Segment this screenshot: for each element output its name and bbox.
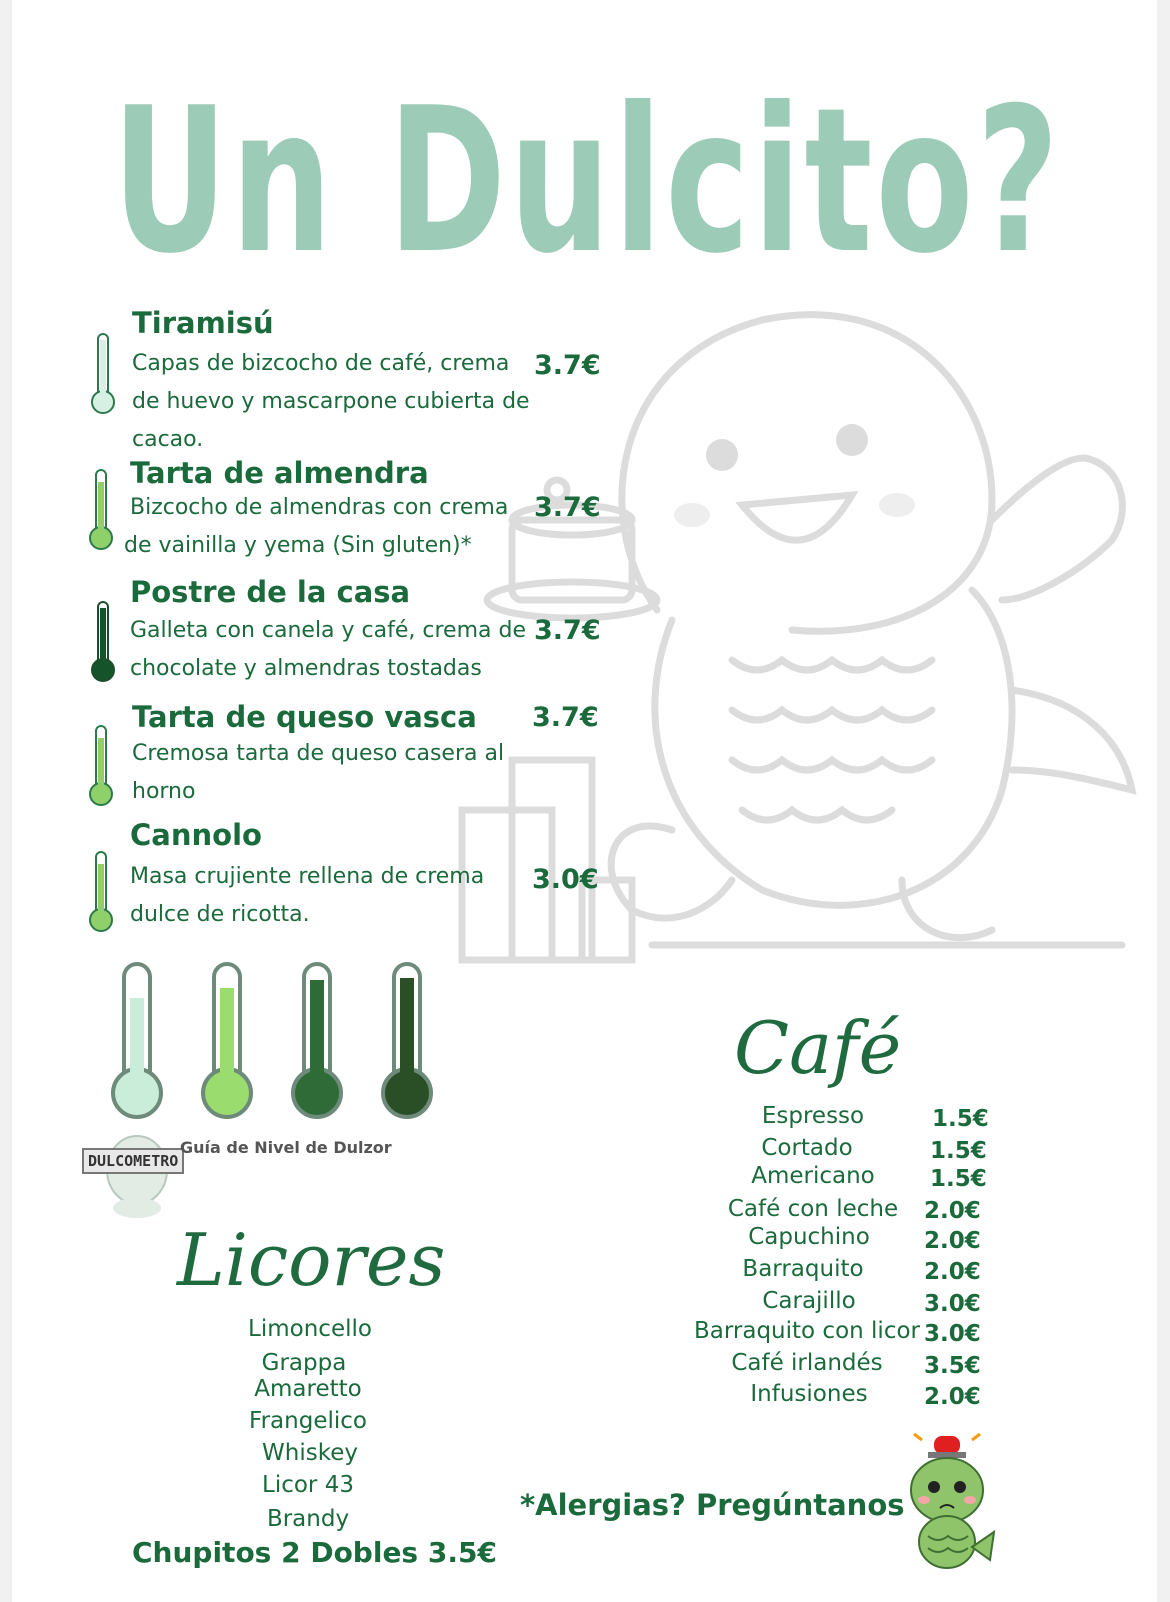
cafe-item-price: 3.0€ [924,1321,981,1347]
licor-item: Limoncello [248,1316,372,1342]
dessert-name: Cannolo [130,818,262,852]
dessert-price: 3.7€ [534,350,601,381]
dessert-price: 3.0€ [532,864,599,895]
cafe-item-name: Espresso [761,1103,865,1129]
guide-label: Guía de Nivel de Dulzor [180,1138,392,1157]
thermometer-icon [86,722,116,812]
cafe-item-price: 3.0€ [924,1291,981,1317]
cafe-item-name: Barraquito con licor [693,1318,920,1344]
cafe-item-name: Barraquito [742,1256,864,1282]
menu-page [12,0,1157,1602]
cafe-item-price: 2.0€ [924,1198,981,1224]
thermometer-icon [88,330,118,420]
dessert-price: 3.7€ [532,702,599,733]
alarm-mascot-icon [898,1432,998,1572]
menu-title-text: Un Dulcito? [112,65,1062,280]
chupitos-line: Chupitos 2 Dobles 3.5€ [132,1536,497,1569]
cafe-item-price: 1.5€ [930,1138,987,1164]
sweetness-guide-graphic [102,958,452,1128]
dessert-price: 3.7€ [534,615,601,646]
dessert-description: Galleta con canela y café, crema de chocolate y almendras tostadas [130,618,526,681]
cafe-item-price: 2.0€ [924,1259,981,1285]
dessert-price: 3.7€ [534,492,601,523]
dessert-name: Postre de la casa [130,575,411,609]
licor-item: Grappa [261,1350,347,1376]
dulcometro-badge: DULCOMETRO [82,1148,184,1174]
cafe-item-name: Americano [751,1163,875,1189]
dessert-name: Tarta de almendra [130,456,429,490]
cafe-title: Café [734,1006,902,1090]
allergy-note: *Alergias? Pregúntanos [520,1488,905,1522]
cafe-item-price: 1.5€ [930,1166,987,1192]
mascot-icon [92,1128,182,1220]
cafe-item-name: Infusiones [750,1381,868,1407]
dessert-description: Cremosa tarta de queso casera al horno [132,741,505,804]
cafe-item-price: 2.0€ [924,1384,981,1410]
licor-item: Frangelico [249,1408,367,1434]
thermometer-icon [86,848,116,938]
cafe-item-price: 2.0€ [924,1228,981,1254]
dessert-description: Masa crujiente rellena de crema dulce de ricotta. [130,864,485,927]
cafe-item-name: Café con leche [727,1196,899,1222]
thermometer-icon [88,598,118,688]
cafe-item-name: Carajillo [762,1288,856,1314]
thermometer-icon [86,466,116,556]
dessert-name: Tarta de queso vasca [132,700,477,734]
cafe-item-name: Café irlandés [731,1350,883,1376]
menu-title [12,50,1157,280]
dessert-description: Capas de bizcocho de café, crema de huevo y mascarpone cubierta de cacao. [132,351,530,452]
licores-title: Licores [177,1218,446,1302]
licor-item: Whiskey [262,1440,358,1466]
cafe-item-name: Cortado [761,1135,853,1161]
dessert-description: Bizcocho de almendras con crema de vainilla y yema (Sin gluten)* [124,495,509,558]
licor-item: Licor 43 [262,1472,354,1498]
dessert-name: Tiramisú [132,306,274,340]
licor-item: Amaretto [254,1376,362,1402]
cafe-item-price: 1.5€ [932,1106,989,1132]
cafe-item-price: 3.5€ [924,1353,981,1379]
cafe-item-name: Capuchino [748,1224,870,1250]
licor-item: Brandy [266,1506,350,1532]
